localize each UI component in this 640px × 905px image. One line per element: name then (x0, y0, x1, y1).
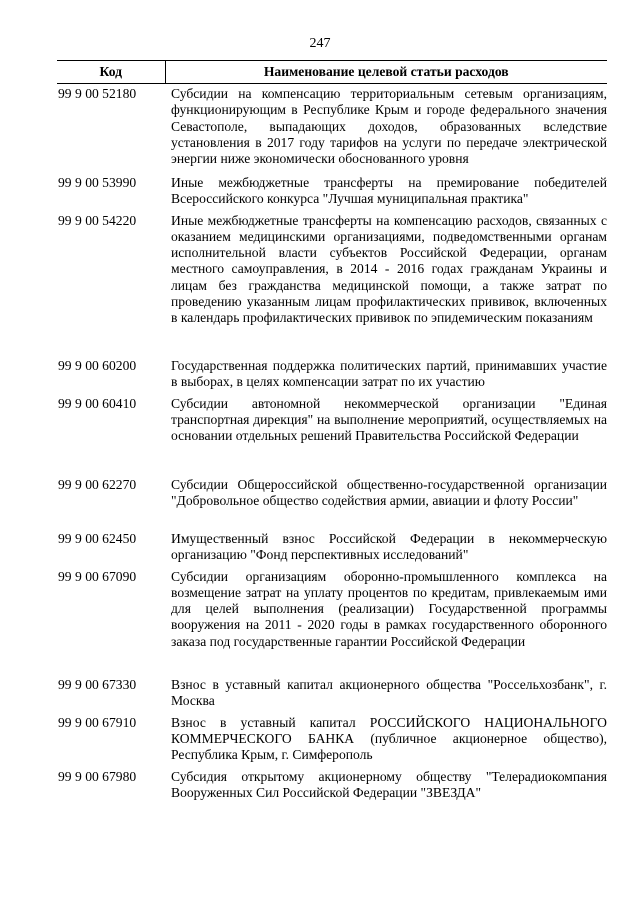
row-code: 99 9 00 52180 (58, 86, 137, 102)
row-name: Иные межбюджетные трансферты на премирование победителей Всероссийского конкурса "Лучшая муниципальная практика" (171, 174, 607, 206)
row-name: Субсидии на компенсацию территориальным сетевым организациям, функционирующим в Республике Крым и городе федерального значения Севастополе, выпадающих доходов, образованных вследствие установления в 2017 году тарифов на услуги по передаче электрической энергии ниже экономически обоснованного уровня (171, 86, 607, 167)
row-name: Государственная поддержка политических партий, принимавших участие в выборах, в целях компенсации затрат по их участию (171, 357, 607, 389)
row-name: Иные межбюджетные трансферты на компенсацию расходов, связанных с оказанием медицинскими организациями, подведомственными органам исполнительной власти субъектов Российской Федерации, органам местного самоуправления, в 2014 - 2016 годах гражданам Украины и лицам без гражданства медицинской помощи, а также затрат по проведению указанным лицам профилактических прививок, включенных в календарь профилактических прививок по эпидемическим показаниям (171, 212, 607, 325)
row-code: 99 9 00 67910 (58, 714, 137, 730)
row-code: 99 9 00 67980 (58, 768, 137, 784)
table-row (57, 677, 607, 715)
header-row (57, 61, 607, 84)
table-header (57, 61, 607, 84)
row-code: 99 9 00 62450 (58, 530, 137, 546)
table-row (57, 769, 607, 803)
page-number: 247 (309, 36, 331, 51)
row-code: 99 9 00 54220 (58, 212, 137, 228)
row-name: Субсидии автономной некоммерческой организации "Единая транспортная дирекция" на выполнение мероприятий, осуществляемых на основании отдельных решений Правительства Российской Федерации (171, 395, 607, 444)
table-row (57, 358, 607, 396)
row-code: 99 9 00 62270 (58, 476, 137, 492)
table-row (57, 569, 607, 677)
row-code: 99 9 00 67330 (58, 676, 137, 692)
row-name: Субсидии организациям оборонно-промышленного комплекса на возмещение затрат на уплату процентов по кредитам, привлекаемым ими для целей выполнения (реализации) Государственной программы вооружения на 2011 - 2020 годы в рамках государственного оборонного заказа под государственные гарантии Российской Федерации (171, 568, 607, 649)
row-name: Субсидии Общероссийской общественно-государственной организации "Добровольное общество содействия армии, авиации и флоту России" (171, 476, 607, 508)
table-row (57, 477, 607, 531)
table-row (57, 84, 607, 175)
table-row (57, 531, 607, 569)
table-row (57, 213, 607, 358)
table-row (57, 175, 607, 213)
budget-codes-table (57, 60, 607, 803)
row-name: Взнос в уставный капитал акционерного общества "Россельхозбанк", г. Москва (171, 676, 607, 708)
row-code: 99 9 00 60410 (58, 395, 137, 411)
table-row (57, 396, 607, 477)
row-name: Имущественный взнос Российской Федерации в некоммерческую организацию "Фонд перспективных исследований" (171, 530, 607, 562)
row-code: 99 9 00 60200 (58, 357, 137, 373)
row-code: 99 9 00 67090 (58, 568, 137, 584)
row-name: Субсидия открытому акционерному обществу "Телерадиокомпания Вооруженных Сил Российской Федерации "ЗВЕЗДА" (171, 768, 607, 800)
table-row (57, 715, 607, 769)
row-code: 99 9 00 53990 (58, 174, 137, 190)
header-name: Наименование целевой статьи расходов (165, 61, 607, 84)
row-name: Взнос в уставный капитал РОССИЙСКОГО НАЦИОНАЛЬНОГО КОММЕРЧЕСКОГО БАНКА (публичное акционерное общество), Республика Крым, г. Симферополь (171, 714, 607, 763)
header-code: Код (57, 61, 165, 84)
table-body (57, 84, 607, 803)
